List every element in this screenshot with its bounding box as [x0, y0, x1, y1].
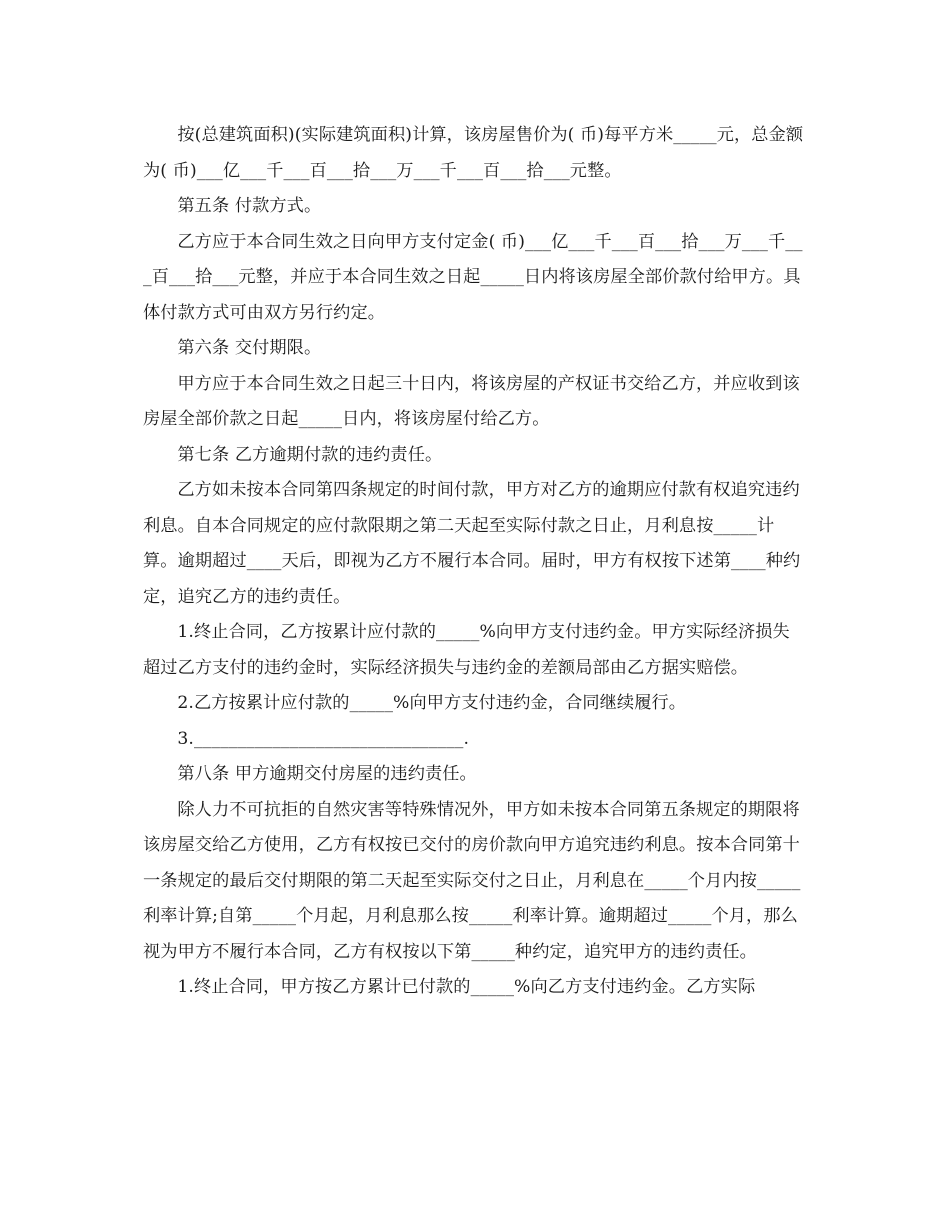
article-7-heading: 第七条 乙方逾期付款的违约责任。 [177, 444, 443, 465]
article-6-heading: 第六条 交付期限。 [177, 338, 322, 358]
paragraph-payment-method: 乙方应于本合同生效之日向甲方支付定金( 币)___亿___千___百___拾___万___千___百___拾___元整，并应于本合同生效之日起_____日内将该房屋全部价款付给甲方。具体付款方式可由双方另行约定。 [143, 231, 803, 323]
paragraph-buyer-late-payment: 乙方如未按本合同第四条规定的时间付款，甲方对乙方的逾期应付款有权追究违约利息。自本合同规定的应付款限期之第二天起至实际付款之日止，月利息按_____计算。逾期超过____天后，即视为乙方不履行本合同。届时，甲方有权按下述第____种约定，追究乙方的违约责任。 [143, 480, 801, 607]
article-8-heading: 第八条 甲方逾期交付房屋的违约责任。 [177, 764, 477, 784]
clause-7-item-2: 2.乙方按累计应付款的_____%向甲方支付违约金，合同继续履行。 [177, 693, 687, 713]
clause-8-item-1: 1.终止合同，甲方按乙方累计已付款的_____%向乙方支付违约金。乙方实际 [177, 977, 756, 997]
contract-body [143, 118, 807, 1006]
paragraph-delivery-period: 甲方应于本合同生效之日起三十日内，将该房屋的产权证书交给乙方，并应收到该房屋全部价款之日起_____日内，将该房屋付给乙方。 [143, 373, 800, 429]
clause-7-item-3: 3._______________________________. [177, 728, 470, 749]
paragraph-seller-late-delivery: 除人力不可抗拒的自然灾害等特殊情况外，甲方如未按本合同第五条规定的期限将该房屋交给乙方使用，乙方有权按已交付的房价款向甲方追究违约利息。按本合同第十一条规定的最后交付期限的第二天起至实际交付之日止，月利息在_____个月内按_____利率计算;自第_____个月起，月利息那么按_____利率计算。逾期超过_____个月，那么视为甲方不履行本合同，乙方有权按以下第_____种约定，追究甲方的违约责任。 [143, 799, 801, 962]
clause-7-item-1: 1.终止合同，乙方按累计应付款的_____%向甲方支付违约金。甲方实际经济损失超过乙方支付的违约金时，实际经济损失与违约金的差额局部由乙方据实赔偿。 [143, 622, 790, 678]
paragraph-price-calculation: 按(总建筑面积)(实际建筑面积)计算，该房屋售价为( 币)每平方米_____元，总金额为( 币)___亿___千___百___拾___万___千___百___拾___元整。 [143, 125, 804, 181]
article-5-heading: 第五条 付款方式。 [177, 196, 322, 216]
